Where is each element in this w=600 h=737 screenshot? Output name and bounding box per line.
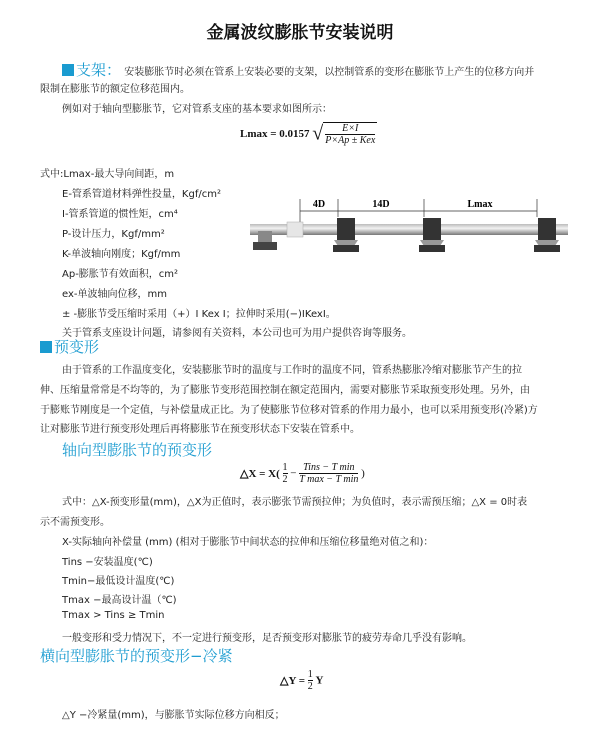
temperature-fraction [299, 462, 358, 485]
half-fraction [308, 669, 313, 692]
axial-def-2: X-实际轴向补偿量 (mm) (相对于膨胀节中间状态的拉伸和压缩位移量绝对值之和)： [62, 537, 434, 548]
axial-def-0: 式中：△X-预变形量(mm)，△X为正值时，表示膨张节需预拉伸；为负值时，表示需预压缩；△X = 0时表 [62, 497, 528, 508]
axial-def-7: 一般变形和受力情况下，不一定进行预变形，足否预变形对膨胀节的疲劳寿命几乎没有影响。 [62, 633, 472, 644]
predeform-para-2: 伸、压缩量常常是不均等的，为了膨胀节变形范围控制在额定范围内，需要对膨胀节采取预变形处理。另外，由 [40, 385, 530, 396]
square-bullet-icon [40, 341, 52, 353]
half-den: 2 [282, 474, 288, 485]
half-den: 2 [307, 681, 313, 692]
label-14d: 14D [372, 199, 390, 210]
predeform-heading-text: 预变形 [54, 338, 100, 356]
def-ex: ex-单波轴向位移，mm [62, 289, 167, 300]
minus: − [290, 467, 297, 480]
label-lmax: Lmax [467, 199, 493, 210]
lateral-formula [280, 669, 323, 692]
def-k: K-单波轴向刚度；Kgf/mm [62, 249, 181, 260]
lateral-formula-left: △Y = [280, 675, 306, 687]
def-e: E-管系管道材料弹性投量，Kgf/cm² [62, 189, 221, 200]
support-spacing-diagram [250, 195, 570, 270]
formula-numerator: E×I [325, 123, 375, 135]
axial-def-5: Tmax −最高设计温（℃) [62, 595, 177, 606]
half-fraction [283, 462, 288, 485]
predeform-para-3: 于膨账节刚度是一个定值，与补偿量成正比。为了使膨胀节位移对管系的作用力最小，也可以采用预变形(冷紧)方 [40, 405, 538, 416]
paren-close: ) [361, 467, 365, 480]
def-ap: Ap-膨胀节有效面积，cm² [62, 269, 179, 280]
predeform-heading [40, 336, 99, 357]
support-intro-2: 限制在膨胀节的额定位移范围内。 [40, 84, 190, 95]
def-i: I-管系管道的惯性矩，cm⁴ [62, 209, 178, 220]
half-num: 1 [282, 462, 288, 473]
temp-den: T max − T min [299, 474, 359, 485]
support-note: 关于管系支座设计问题，请参阅有关资料，本公司也可为用户提供咨询等服务。 [62, 328, 412, 339]
axial-def-4: Tmin−最低设计温度(℃) [62, 576, 175, 587]
lateral-heading: 横向型膨胀节的预变形−冷紧 [40, 647, 233, 665]
support-heading-text: 支架： [76, 61, 122, 79]
half-num: 1 [307, 669, 313, 680]
bellows [287, 222, 303, 237]
axial-formula-left: △X = X( [240, 468, 280, 480]
support-heading [62, 61, 121, 79]
formula-denominator: P×Ap ± Kex [325, 135, 376, 146]
axial-def-1: 示不需预变形。 [40, 517, 110, 528]
def-sign: ± -膨胀节受压缩时采用（+）I Kex I；拉伸时采用(−)IKexI。 [62, 309, 336, 320]
predeform-para-4: 让对膨胀节进行预变形处理后再将膨胀节在预变形状态下安装在管系中。 [40, 424, 360, 435]
lateral-def: △Y −冷紧量(mm)，与膨胀节实际位移方向相反； [62, 710, 285, 721]
sqrt-icon: √ [312, 122, 324, 145]
lateral-formula-right: Y [315, 674, 324, 687]
axial-def-6: Tmax > Tins ≥ Tmin [62, 610, 165, 621]
support-intro-1: 安装膨胀节时必须在管系上安装必要的支架，以控制管系的变形在膨胀节上产生的位移方向并 [124, 67, 535, 78]
fixed-support [258, 231, 272, 243]
formula-fraction [323, 122, 377, 146]
page-title: 金属波纹膨胀节安装说明 [206, 23, 394, 43]
temp-num: Tins − T min [299, 462, 358, 474]
support-example: 例如对于轴向型膨胀节，它对管系支座的基本要求如图所示： [62, 104, 332, 115]
label-4d: 4D [312, 199, 326, 210]
lmax-formula [240, 122, 377, 146]
predeform-para-1: 由于管系的工作温度变化，安装膨胀节时的温度与工作时的温度不同，管系热膨胀冷缩对膨胀节产生的拉 [62, 365, 522, 376]
axial-formula [240, 462, 365, 485]
formula-left: Lmax = 0.0157 [240, 128, 310, 140]
support-intro-line [62, 59, 534, 80]
square-bullet-icon [62, 64, 74, 76]
axial-def-3: Tins −安装温度(℃) [62, 557, 153, 568]
axial-heading: 轴向型膨胀节的预变形 [62, 441, 213, 459]
def-lmax: 式中:Lmax-最大导向间距，m [40, 169, 175, 180]
def-p: P-设计压力，Kgf/mm² [62, 229, 165, 240]
